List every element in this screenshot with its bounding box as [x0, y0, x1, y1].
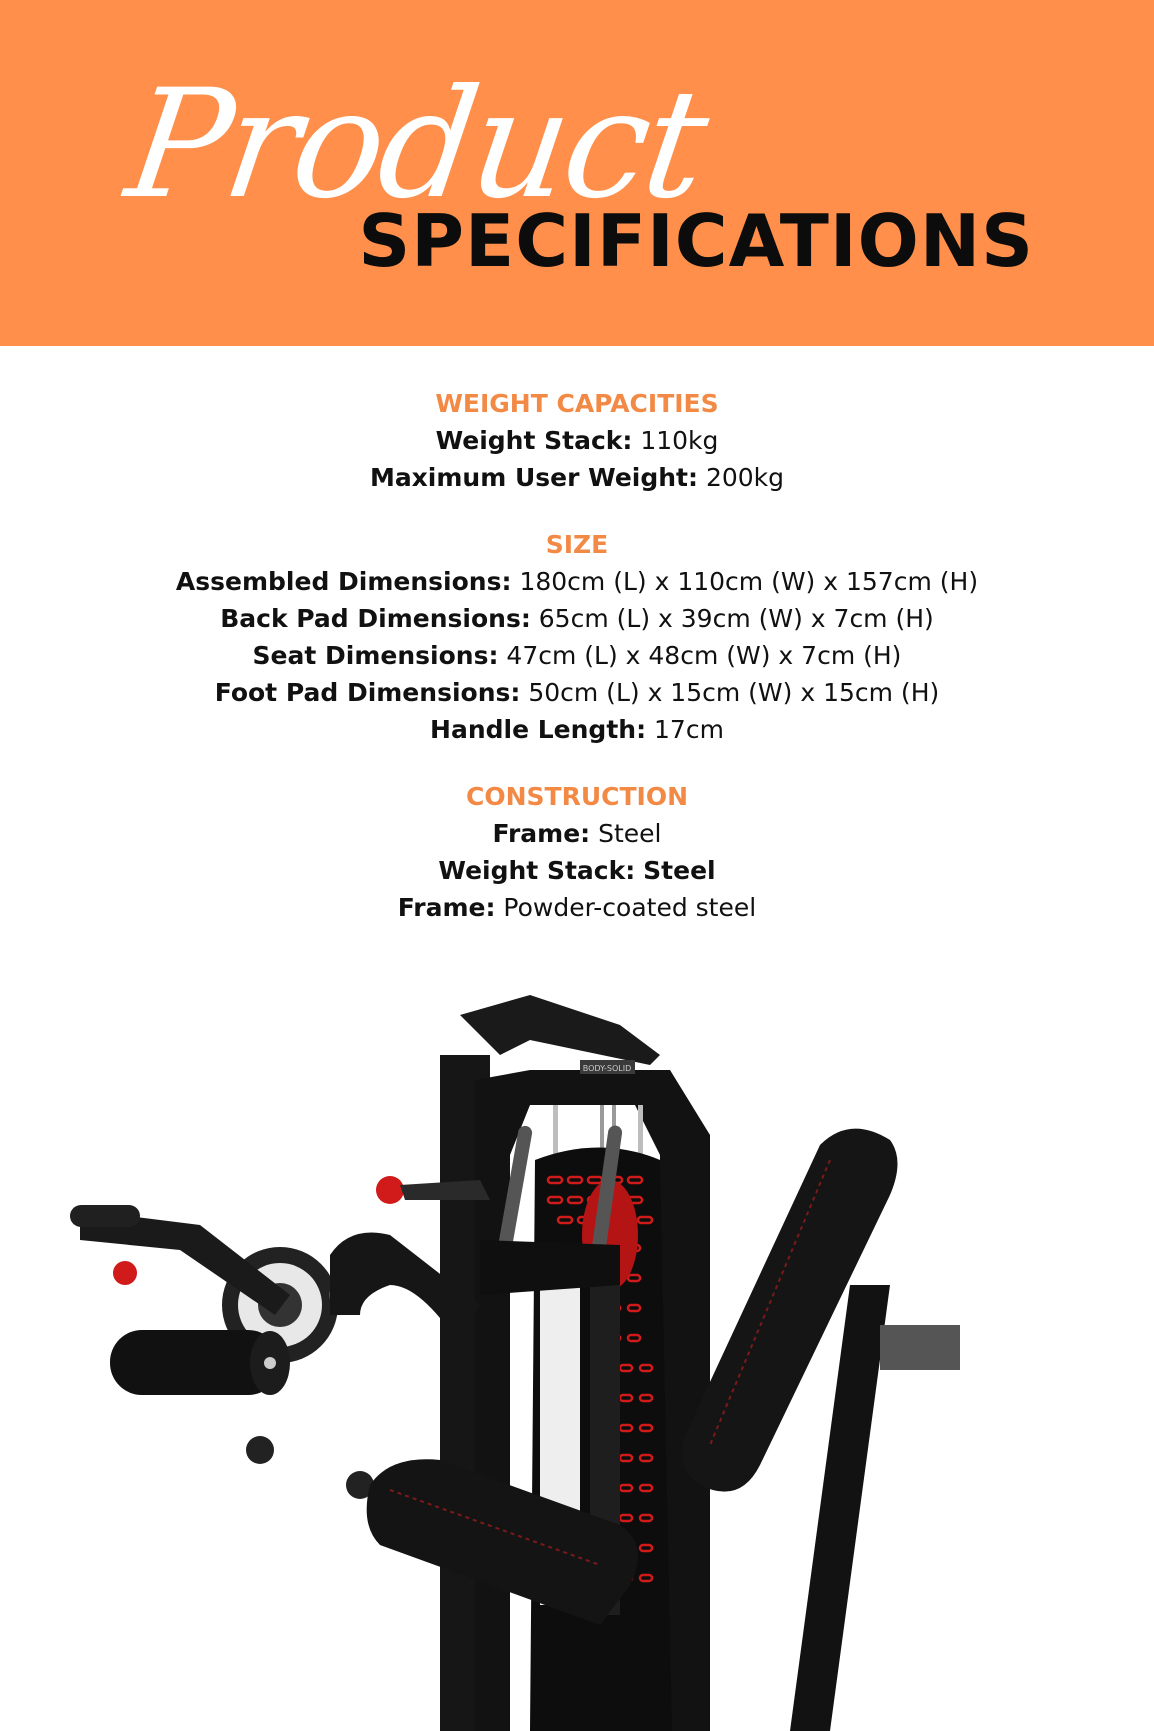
header-block-word: SPECIFICATIONS: [358, 199, 1034, 283]
spec-row: [0, 852, 1154, 889]
leg-arm: [70, 1205, 374, 1499]
spec-label: Assembled Dimensions:: [175, 567, 512, 596]
spec-label: Frame:: [397, 893, 496, 922]
section-construction: [0, 778, 1154, 926]
spec-row: [0, 815, 1154, 852]
section-size: [0, 526, 1154, 748]
section-heading: CONSTRUCTION: [465, 782, 688, 811]
spec-row: [0, 600, 1154, 637]
spec-row: [0, 459, 1154, 496]
spec-label: Weight Stack:: [435, 426, 633, 455]
spec-value: 17cm: [654, 715, 724, 744]
spec-label: Maximum User Weight:: [369, 463, 699, 492]
spec-label: Weight Stack:: [438, 856, 636, 885]
spec-value: Steel: [643, 856, 716, 885]
spec-row: [0, 711, 1154, 748]
spec-list: [0, 385, 1154, 956]
spec-label: Handle Length:: [430, 715, 647, 744]
section-weight-capacities: [0, 385, 1154, 496]
spec-row: [0, 422, 1154, 459]
spec-value: Powder-coated steel: [503, 893, 757, 922]
section-heading: WEIGHT CAPACITIES: [435, 389, 719, 418]
spec-label: Foot Pad Dimensions:: [214, 678, 521, 707]
spec-row: [0, 637, 1154, 674]
adjust-knob: [113, 1261, 137, 1285]
spec-value: 110kg: [640, 426, 719, 455]
spec-value: 47cm (L) x 48cm (W) x 7cm (H): [506, 641, 902, 670]
spec-row: [0, 889, 1154, 926]
spec-row: [0, 563, 1154, 600]
spec-value: Steel: [598, 819, 662, 848]
spec-value: 200kg: [705, 463, 785, 492]
section-heading: SIZE: [545, 530, 609, 559]
spec-value: 65cm (L) x 39cm (W) x 7cm (H): [538, 604, 934, 633]
spec-label: Seat Dimensions:: [252, 641, 499, 670]
spec-value: 50cm (L) x 15cm (W) x 15cm (H): [528, 678, 940, 707]
spec-row: [0, 674, 1154, 711]
spec-label: Back Pad Dimensions:: [220, 604, 531, 633]
spec-label: Frame:: [492, 819, 591, 848]
header-script-word: Product: [117, 58, 715, 232]
product-photo: [60, 985, 1100, 1731]
adjust-knob: [376, 1176, 404, 1204]
header-banner: [0, 0, 1154, 346]
spec-value: 180cm (L) x 110cm (W) x 157cm (H): [519, 567, 979, 596]
adjustment-sleeve: [880, 1325, 960, 1370]
back-pad: [682, 1129, 960, 1731]
brand-plate-text: BODY-SOLID: [582, 1064, 632, 1073]
